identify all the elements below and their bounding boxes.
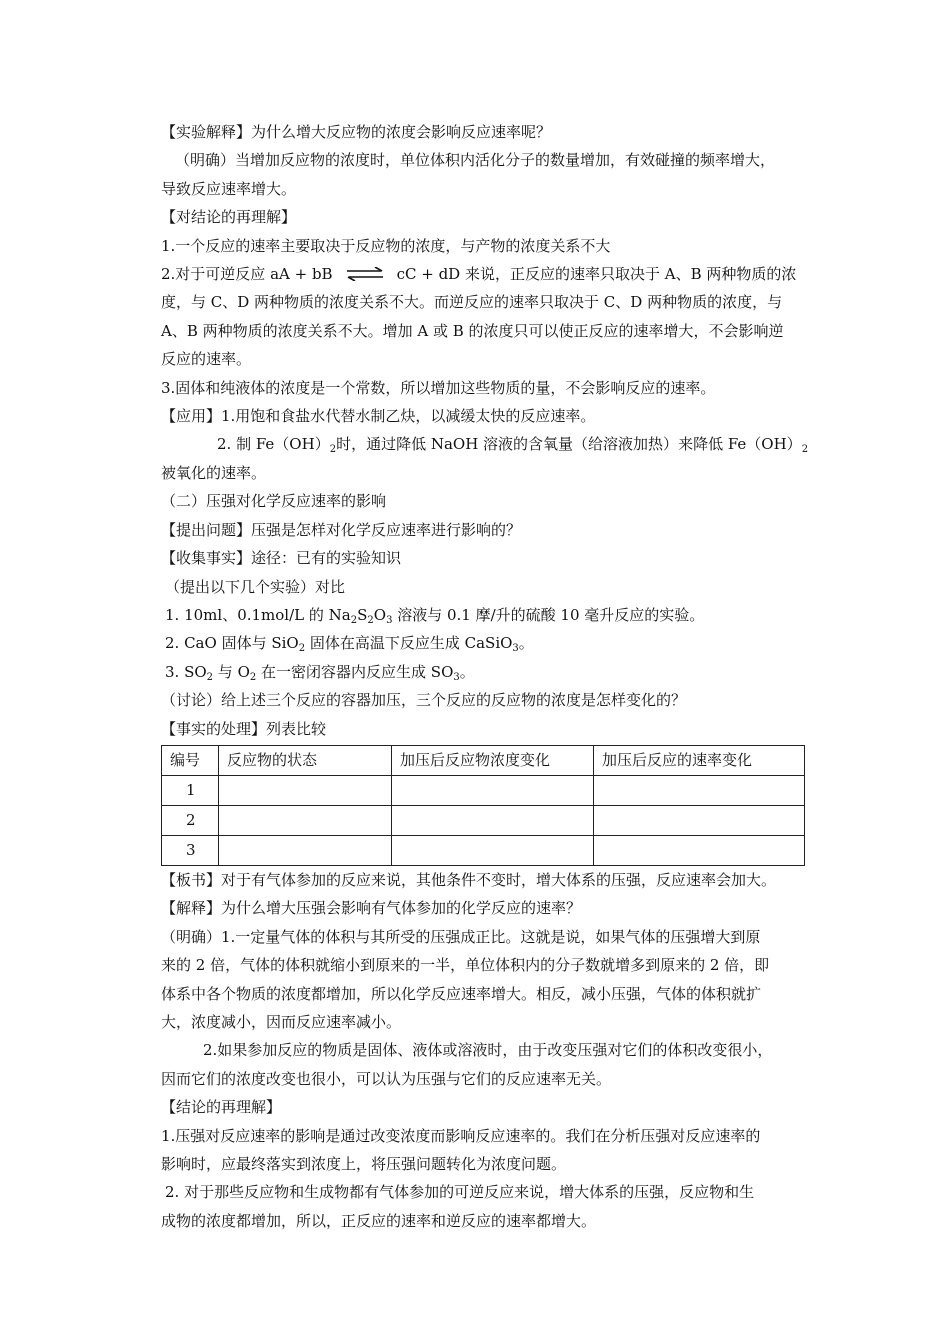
subscript: 3	[386, 614, 393, 626]
text-line: 反应的速率。	[161, 350, 252, 369]
text-line: 【板书】对于有气体参加的反应来说，其他条件不变时，增大体系的压强，反应速率会加大。	[161, 870, 777, 889]
document-page	[161, 118, 821, 1235]
section-heading: 【结论的再理解】	[161, 1098, 282, 1117]
text-line: 【实验解释】为什么增大反应物的浓度会影响反应速率呢？	[161, 123, 552, 141]
text-line: 度，与 C、D 两种物质的浓度关系不大。而逆反应的速率只取决于 C、D 两种物质的浓度，与	[161, 293, 783, 312]
table-header-cell: 反应物的状态	[219, 745, 392, 775]
subscript: 2	[801, 444, 809, 456]
table-cell: 3	[162, 835, 219, 865]
subscript: 2	[367, 614, 374, 626]
text-line: 体系中各个物质的浓度都增加，所以化学反应速率增大。相反，减小压强，气体的体积就扩	[161, 984, 762, 1003]
text-line: 2.如果参加反应的物质是固体、液体或溶液时，由于改变压强对它们的体积改变很小，	[203, 1041, 773, 1060]
table-header-cell: 编号	[162, 745, 219, 775]
list-item	[161, 629, 821, 657]
text-run: 固体在高温下反应生成 CaSiO	[305, 634, 513, 653]
text-run: 2. CaO 固体与 SiO	[165, 634, 299, 653]
text-line: 【提出问题】压强是怎样对化学反应速率进行影响的？	[161, 520, 522, 539]
table-row	[162, 835, 805, 865]
text-line: 大，浓度减小，因而反应速率减小。	[161, 1012, 402, 1031]
text-line: （提出以下几个实验）对比	[165, 577, 346, 596]
text-run: S	[357, 605, 368, 624]
text-run: 时，通过降低 NaOH 溶液的含氧量（给溶液加热）来降低 Fe（OH）	[336, 435, 802, 454]
text-run: 1. 10ml、0.1mol/L 的 Na	[165, 605, 351, 624]
table-cell	[392, 835, 594, 865]
text-line: （明确）当增加反应物的浓度时，单位体积内活化分子的数量增加，有效碰撞的频率增大，	[175, 151, 776, 170]
text-run: 溶液与 0.1 摩/升的硫酸 10 毫升反应的实验。	[392, 605, 705, 624]
section-heading: （二）压强对化学反应速率的影响	[161, 492, 387, 511]
comparison-table	[161, 745, 805, 866]
table-cell	[594, 835, 805, 865]
text-run: O	[373, 605, 387, 624]
table-row	[162, 805, 805, 835]
text-line: 成物的浓度都增加，所以，正反应的速率和逆反应的速率都增大。	[161, 1211, 597, 1230]
section-heading: 【对结论的再理解】	[161, 208, 297, 227]
text-run: 3. SO	[165, 662, 207, 681]
table-row	[162, 775, 805, 805]
text-line: 2. 对于那些反应物和生成物都有气体参加的可逆反应来说，增大体系的压强，反应物和生	[165, 1183, 755, 1202]
table-cell	[392, 805, 594, 835]
subscript: 3	[453, 671, 460, 683]
text-line: 1.压强对反应速率的影响是通过改变浓度而影响反应速率的。我们在分析压强对反应速率的	[161, 1126, 761, 1145]
text-line: 【应用】1.用饱和食盐水代替水制乙炔，以减缓太快的反应速率。	[161, 407, 596, 426]
list-item	[161, 658, 821, 686]
table-cell	[219, 835, 392, 865]
text-line: 【事实的处理】列表比较	[161, 719, 327, 738]
subscript: 2	[206, 671, 214, 683]
table-cell	[594, 805, 805, 835]
text-line: 被氧化的速率。	[161, 463, 267, 482]
table-cell: 2	[162, 805, 219, 835]
text-run: 2. 制 Fe（OH）	[217, 435, 330, 454]
text-line: 来的 2 倍，气体的体积就缩小到原来的一半，单位体积内的分子数就增多到原来的 2 倍，即	[161, 956, 770, 975]
table-cell	[219, 805, 392, 835]
text-run: 。	[459, 662, 475, 681]
table-header-cell: 加压后反应的速率变化	[594, 745, 805, 775]
text-line: （明确）1.一定量气体的体积与其所受的压强成正比。这就是说，如果气体的压强增大到原	[161, 927, 761, 946]
subscript: 2	[350, 614, 358, 626]
text-line: （讨论）给上述三个反应的容器加压，三个反应的反应物的浓度是怎样变化的？	[161, 691, 687, 710]
table-header-row	[162, 745, 805, 775]
equilibrium-arrow-icon	[345, 267, 385, 281]
subscript: 2	[249, 671, 257, 683]
text-run: 在一密闭容器内反应生成 SO	[256, 662, 454, 681]
text-line	[161, 260, 821, 288]
equation-left: 2.对于可逆反应 aA + bB	[161, 265, 333, 284]
table-cell: 1	[162, 775, 219, 805]
table-cell	[219, 775, 392, 805]
text-line: 导致反应速率增大。	[161, 179, 297, 198]
text-line: 【解释】为什么增大压强会影响有气体参加的化学反应的速率？	[161, 899, 582, 918]
text-line: 因而它们的浓度改变也很小，可以认为压强与它们的反应速率无关。	[161, 1069, 612, 1088]
equation-right: cC + dD 来说，正反应的速率只取决于 A、B 两种物质的浓	[396, 265, 797, 284]
text-run: 与 O	[213, 662, 250, 681]
text-line: 影响时，应最终落实到浓度上，将压强问题转化为浓度问题。	[161, 1155, 567, 1173]
text-line: 3.固体和纯液体的浓度是一个常数，所以增加这些物质的量，不会影响反应的速率。	[161, 378, 716, 397]
text-line: A、B 两种物质的浓度关系不大。增加 A 或 B 的浓度只可以使正反应的速率增大，不会影响逆	[161, 321, 784, 340]
text-run: 。	[518, 634, 534, 653]
table-header-cell: 加压后反应物浓度变化	[392, 745, 594, 775]
table-cell	[594, 775, 805, 805]
table-cell	[392, 775, 594, 805]
text-line	[161, 430, 821, 458]
text-line: 【收集事实】途径：已有的实验知识	[161, 549, 402, 568]
text-line: 1.一个反应的速率主要取决于反应物的浓度，与产物的浓度关系不大	[161, 236, 611, 255]
subscript: 3	[512, 643, 519, 655]
subscript: 2	[298, 643, 306, 655]
list-item	[161, 601, 821, 629]
subscript: 2	[329, 444, 337, 456]
